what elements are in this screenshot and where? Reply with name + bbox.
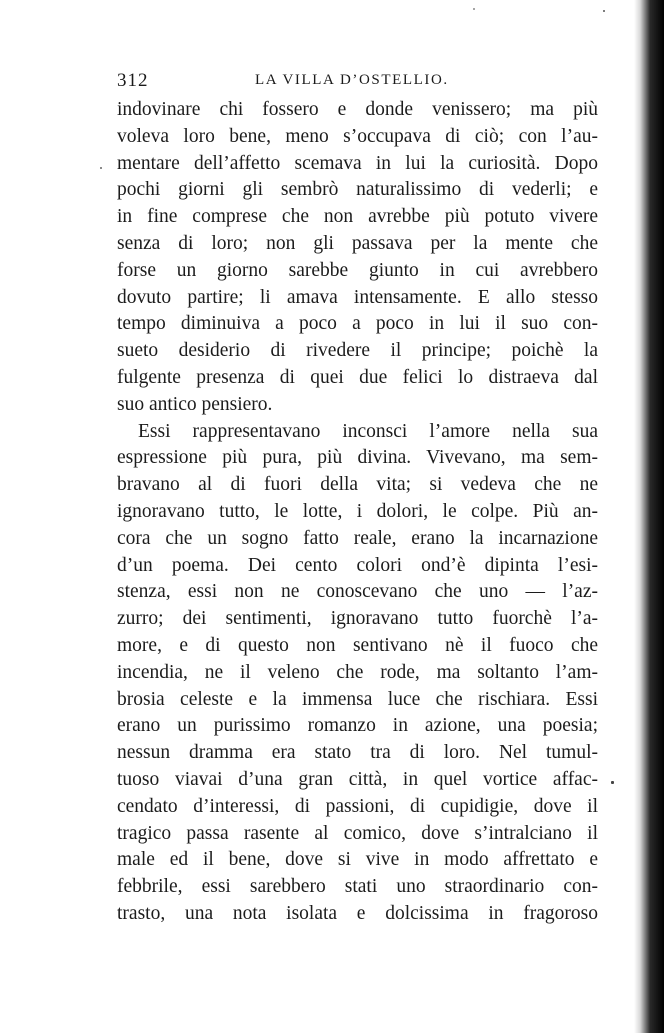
text-line: voleva loro bene, meno s’occupava di ciò; con l’au- [117, 125, 598, 147]
paper-speck [611, 781, 614, 784]
text-line: d’un poema. Dei cento colori ond’è dipinta l’esi- [117, 554, 598, 576]
text-line: brosia celeste e la immensa luce che rischiara. Essi [117, 688, 598, 710]
text-line: pochi giorni gli sembrò naturalissimo di vederli; e [117, 179, 598, 201]
text-line: male ed il bene, dove si vive in modo affrettato e [117, 849, 598, 871]
text-line: stenza, essi non ne conoscevano che uno — l’az- [117, 581, 598, 603]
text-line: incendia, ne il veleno che rode, ma soltanto l’am- [117, 661, 598, 683]
body-text [117, 97, 598, 928]
text-line: tuoso viavai d’una gran città, in quel vortice affac- [117, 768, 598, 790]
paragraph [117, 419, 598, 928]
text-line: tempo diminuiva a poco a poco in lui il suo con- [117, 313, 598, 335]
page-header [117, 70, 598, 94]
page-number: 312 [117, 70, 149, 91]
text-line: cora che un sogno fatto reale, erano la incarnazione [117, 527, 598, 549]
text-line: forse un giorno sarebbe giunto in cui avrebbero [117, 259, 598, 281]
paper-speck [100, 167, 102, 169]
text-line: in fine comprese che non avrebbe più potuto vivere [117, 206, 598, 228]
text-line: nessun dramma era stato tra di loro. Nel tumul- [117, 742, 598, 764]
text-line: trasto, una nota isolata e dolcissima in fragoroso [117, 902, 598, 924]
text-line: indovinare chi fossero e donde venissero; ma più [117, 99, 598, 120]
paper-speck [603, 10, 605, 12]
text-line: senza di loro; non gli passava per la mente che [117, 232, 598, 254]
text-line: more, e di questo non sentivano nè il fuoco che [117, 634, 598, 656]
text-line: tragico passa rasente al comico, dove s’intralciano il [117, 822, 598, 844]
text-line: dovuto partire; li amava intensamente. E allo stesso [117, 286, 598, 308]
text-line: zurro; dei sentimenti, ignoravano tutto fuorchè l’a- [117, 608, 598, 630]
text-line: suo antico pensiero. [117, 393, 273, 415]
text-line: cendato d’interessi, di passioni, di cupidigie, dove il [117, 795, 598, 817]
text-line: ignoravano tutto, le lotte, i dolori, le colpe. Più an- [117, 500, 598, 522]
paper-speck [473, 8, 475, 10]
text-line: espressione più pura, più divina. Vivevano, ma sem- [117, 447, 598, 469]
paragraph [117, 97, 598, 419]
text-line: fulgente presenza di quei due felici lo distraeva dal [117, 366, 598, 388]
text-line: febbrile, essi sarebbero stati uno straordinario con- [117, 876, 598, 898]
page-gutter-shadow [634, 0, 664, 1033]
text-line: Essi rappresentavano inconsci l’amore nella sua [138, 420, 598, 442]
text-line: mentare dell’affetto scemava in lui la curiosità. Dopo [117, 152, 598, 174]
text-line: erano un purissimo romanzo in azione, una poesia; [117, 715, 598, 737]
running-title: LA VILLA D’OSTELLIO. [255, 72, 449, 88]
text-line: bravano al di fuori della vita; si vedeva che ne [117, 474, 598, 496]
text-line: sueto desiderio di rivedere il principe; poichè la [117, 340, 598, 362]
